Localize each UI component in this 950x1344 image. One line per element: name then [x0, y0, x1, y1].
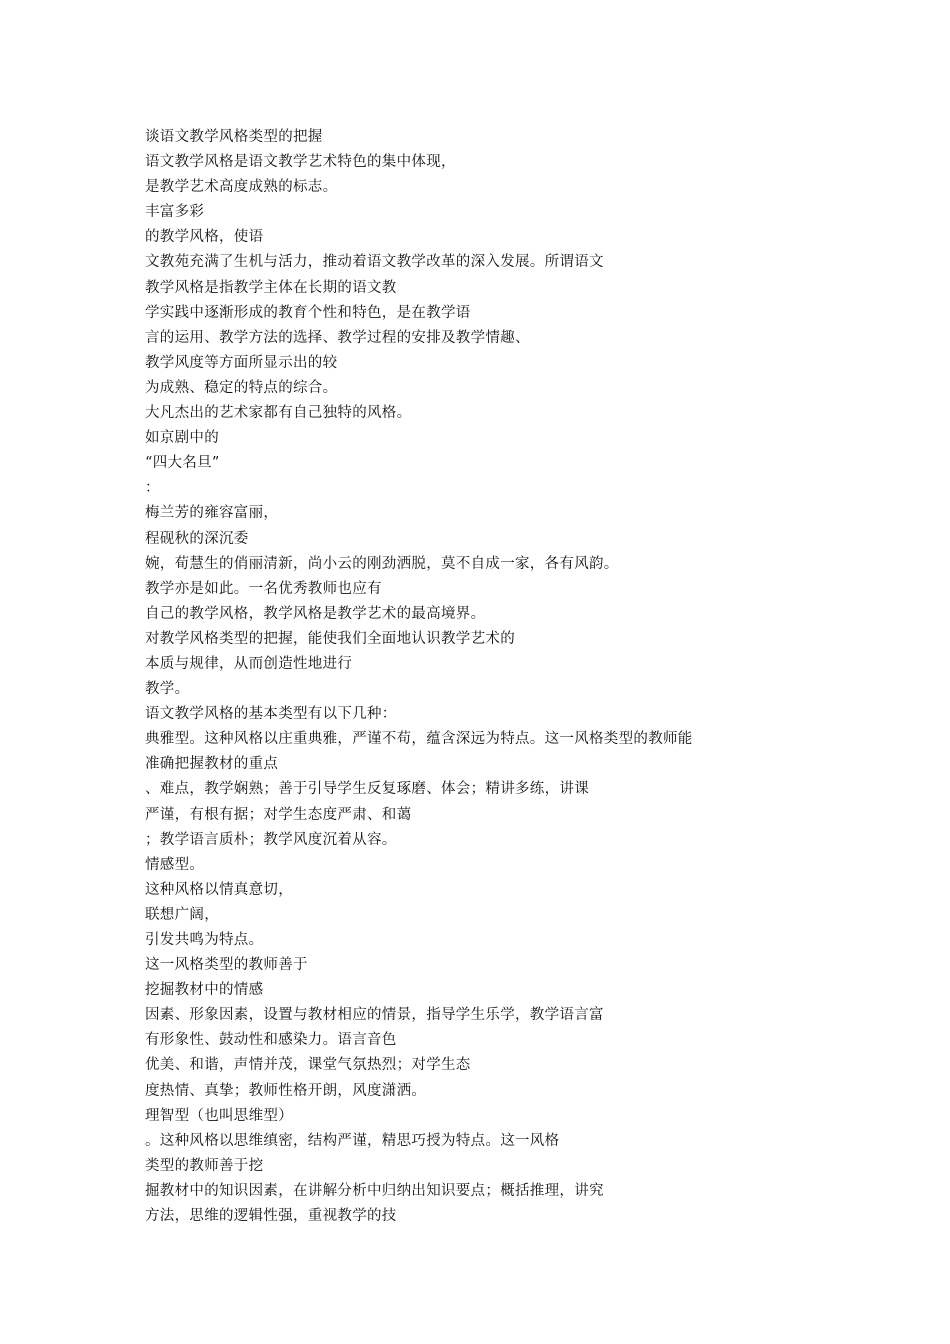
text-line: 教学亦是如此。一名优秀教师也应有	[145, 580, 382, 597]
text-line: 梅兰芳的雍容富丽，	[145, 505, 279, 522]
text-line: ；教学语言质朴；教学风度沉着从容。	[145, 831, 397, 848]
text-line: “四大名旦”	[145, 455, 220, 472]
text-line: 的教学风格，使语	[145, 229, 264, 246]
text-line: 联想广阔，	[145, 906, 219, 923]
text-line: 类型的教师善于挖	[145, 1157, 264, 1174]
text-line: 自己的教学风格，教学风格是教学艺术的最高境界。	[145, 605, 486, 622]
text-line: 为成熟、稳定的特点的综合。	[145, 379, 338, 396]
text-line: 程砚秋的深沉委	[145, 530, 249, 547]
text-line: 典雅型。这种风格以庄重典雅，严谨不苟，蕴含深远为特点。这一风格类型的教师能	[145, 731, 693, 748]
text-line: 教学。	[145, 681, 190, 698]
text-line: 有形象性、鼓动性和感染力。语言音色	[145, 1032, 397, 1049]
text-line: 本质与规律，从而创造性地进行	[145, 655, 353, 672]
text-line: 这种风格以情真意切，	[145, 881, 293, 898]
document-body	[145, 125, 905, 1229]
document-title: 谈语文教学风格类型的把握	[145, 129, 323, 145]
text-line: 言的运用、教学方法的选择、教学过程的安排及教学情趣、	[145, 329, 530, 346]
text-line: 对教学风格类型的把握，能使我们全面地认识教学艺术的	[145, 630, 515, 647]
text-line: 准确把握教材的重点	[145, 756, 279, 773]
text-line: 挖掘教材中的情感	[145, 982, 264, 999]
text-line: 教学风度等方面所显示出的较	[145, 354, 338, 371]
text-line: 情感型。	[145, 856, 205, 873]
text-line: ：	[145, 480, 160, 497]
text-line: 严谨，有根有据；对学生态度严肃、和蔼	[145, 806, 412, 823]
text-line: 引发共鸣为特点。	[145, 932, 264, 948]
text-line: 语文教学风格的基本类型有以下几种：	[145, 706, 397, 723]
text-line: 这一风格类型的教师善于	[145, 957, 308, 974]
text-line: 理智型（也叫思维型）	[145, 1107, 293, 1124]
text-line: 方法，思维的逻辑性强，重视教学的技	[145, 1208, 397, 1225]
text-line: 度热情、真挚；教师性格开朗，风度潇洒。	[145, 1082, 427, 1099]
text-line: 因素、形象因素，设置与教材相应的情景，指导学生乐学，教学语言富	[145, 1007, 604, 1024]
text-line: 。这种风格以思维缜密，结构严谨，精思巧授为特点。这一风格	[145, 1132, 560, 1149]
text-line: 文教苑充满了生机与活力，推动着语文教学改革的深入发展。所谓语文	[145, 254, 604, 271]
text-line: 婉，荀慧生的俏丽清新，尚小云的刚劲洒脱，莫不自成一家，各有风韵。	[145, 555, 619, 572]
text-line: 、难点，教学娴熟；善于引导学生反复琢磨、体会；精讲多练，讲课	[145, 781, 589, 798]
text-line: 学实践中逐渐形成的教育个性和特色，是在教学语	[145, 304, 471, 321]
text-line: 是教学艺术高度成熟的标志。	[145, 179, 338, 196]
text-line: 如京剧中的	[145, 430, 219, 447]
text-line: 大凡杰出的艺术家都有自己独特的风格。	[145, 405, 412, 422]
text-line: 优美、和谐，声情并茂，课堂气氛热烈；对学生态	[145, 1057, 471, 1074]
text-line: 教学风格是指教学主体在长期的语文教	[145, 279, 397, 296]
text-line: 丰富多彩	[145, 204, 205, 221]
text-line: 掘教材中的知识因素，在讲解分析中归纳出知识要点；概括推理，讲究	[145, 1182, 604, 1199]
text-line: 语文教学风格是语文教学艺术特色的集中体现，	[145, 154, 456, 171]
